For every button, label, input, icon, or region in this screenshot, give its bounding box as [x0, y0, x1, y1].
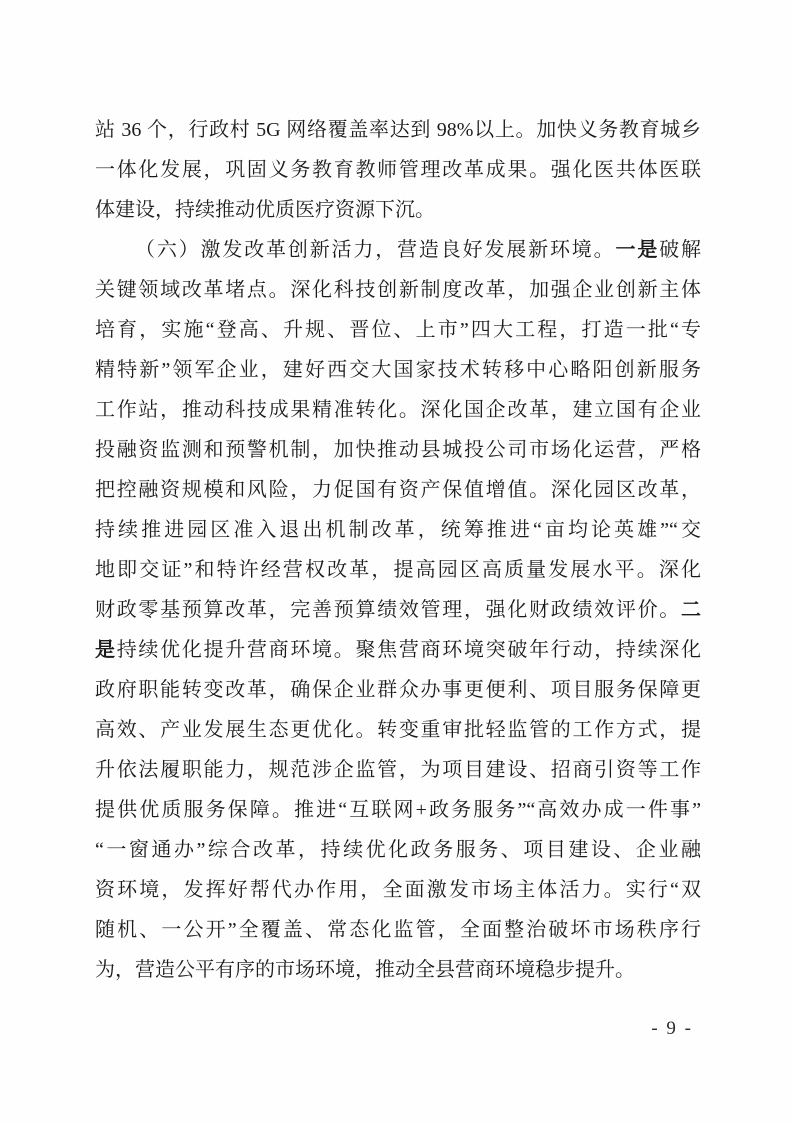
- body-text: 精特新”领军企业，建好西交大国家技术转移中心略阳创新服务: [95, 359, 701, 381]
- body-text: 随机、一公开”全覆盖、常态化监管，全面整治破坏市场秩序行: [95, 919, 701, 941]
- body-text: 破解: [659, 239, 701, 261]
- text-line: [95, 750, 701, 790]
- text-line: [95, 870, 701, 910]
- text-line: [95, 630, 701, 670]
- body-text: 站 36 个，行政村 5G 网络覆盖率达到 98%以上。加快义务教育城乡: [95, 119, 701, 141]
- text-line: [95, 110, 701, 150]
- emphasis-text: 一是: [615, 239, 660, 261]
- section-heading-text: （六）激发改革创新活力，营造良好发展新环境。: [135, 239, 616, 261]
- emphasis-text: 是: [95, 639, 117, 661]
- text-line: [95, 430, 701, 470]
- text-line: [95, 830, 701, 870]
- body-text: 地即交证”和特许经营权改革，提高园区高质量发展水平。深化: [95, 559, 701, 581]
- body-text: 投融资监测和预警机制，加快推动县城投公司市场化运营，严格: [95, 439, 701, 461]
- body-text: 关键领域改革堵点。深化科技创新制度改革，加强企业创新主体: [95, 279, 701, 301]
- text-line: [95, 590, 701, 630]
- body-text: 政府职能转变改革，确保企业群众办事更便利、项目服务保障更: [95, 679, 701, 701]
- text-line: [95, 190, 701, 230]
- body-text: 把控融资规模和风险，力促国有资产保值增值。深化园区改革，: [95, 479, 701, 501]
- body-text: 为，营造公平有序的市场环境，推动全县营商环境稳步提升。: [95, 959, 635, 981]
- emphasis-text: 二: [681, 599, 701, 621]
- body-text: 财政零基预算改革，完善预算绩效管理，强化财政绩效评价。: [95, 599, 681, 621]
- body-text: 资环境，发挥好帮代办作用，全面激发市场主体活力。实行“双: [95, 879, 701, 901]
- text-line: [95, 790, 701, 830]
- body-text: 体建设，持续推动优质医疗资源下沉。: [95, 199, 435, 221]
- text-line: [95, 510, 701, 550]
- body-text: 持续优化提升营商环境。聚焦营商环境突破年行动，持续深化: [116, 639, 701, 661]
- text-line: [95, 550, 701, 590]
- text-line: [95, 350, 701, 390]
- body-text: 高效、产业发展生态更优化。转变重审批轻监管的工作方式，提: [95, 719, 701, 741]
- page-number: - 9 -: [651, 1018, 693, 1039]
- body-text: 持续推进园区准入退出机制改革，统筹推进“亩均论英雄”“交: [95, 519, 701, 541]
- body-text: 工作站，推动科技成果精准转化。深化国企改革，建立国有企业: [95, 399, 701, 421]
- text-line: [95, 310, 701, 350]
- body-text: 升依法履职能力，规范涉企监管，为项目建设、招商引资等工作: [95, 759, 701, 781]
- text-line: [95, 150, 701, 190]
- text-line: [95, 950, 701, 990]
- text-line: [95, 390, 701, 430]
- body-text: 一体化发展，巩固义务教育教师管理改革成果。强化医共体医联: [95, 159, 701, 181]
- text-line: [95, 470, 701, 510]
- body-text: 培育，实施“登高、升规、晋位、上市”四大工程，打造一批“专: [95, 319, 701, 341]
- page-footer: [95, 1018, 701, 1040]
- text-line: [95, 230, 701, 270]
- body-text: “一窗通办”综合改革，持续优化政务服务、项目建设、企业融: [95, 839, 701, 861]
- text-line: [95, 270, 701, 310]
- document-body: [95, 110, 701, 990]
- body-text: 提供优质服务保障。推进“互联网+政务服务”“高效办成一件事”: [95, 799, 701, 821]
- text-line: [95, 670, 701, 710]
- text-line: [95, 710, 701, 750]
- text-line: [95, 910, 701, 950]
